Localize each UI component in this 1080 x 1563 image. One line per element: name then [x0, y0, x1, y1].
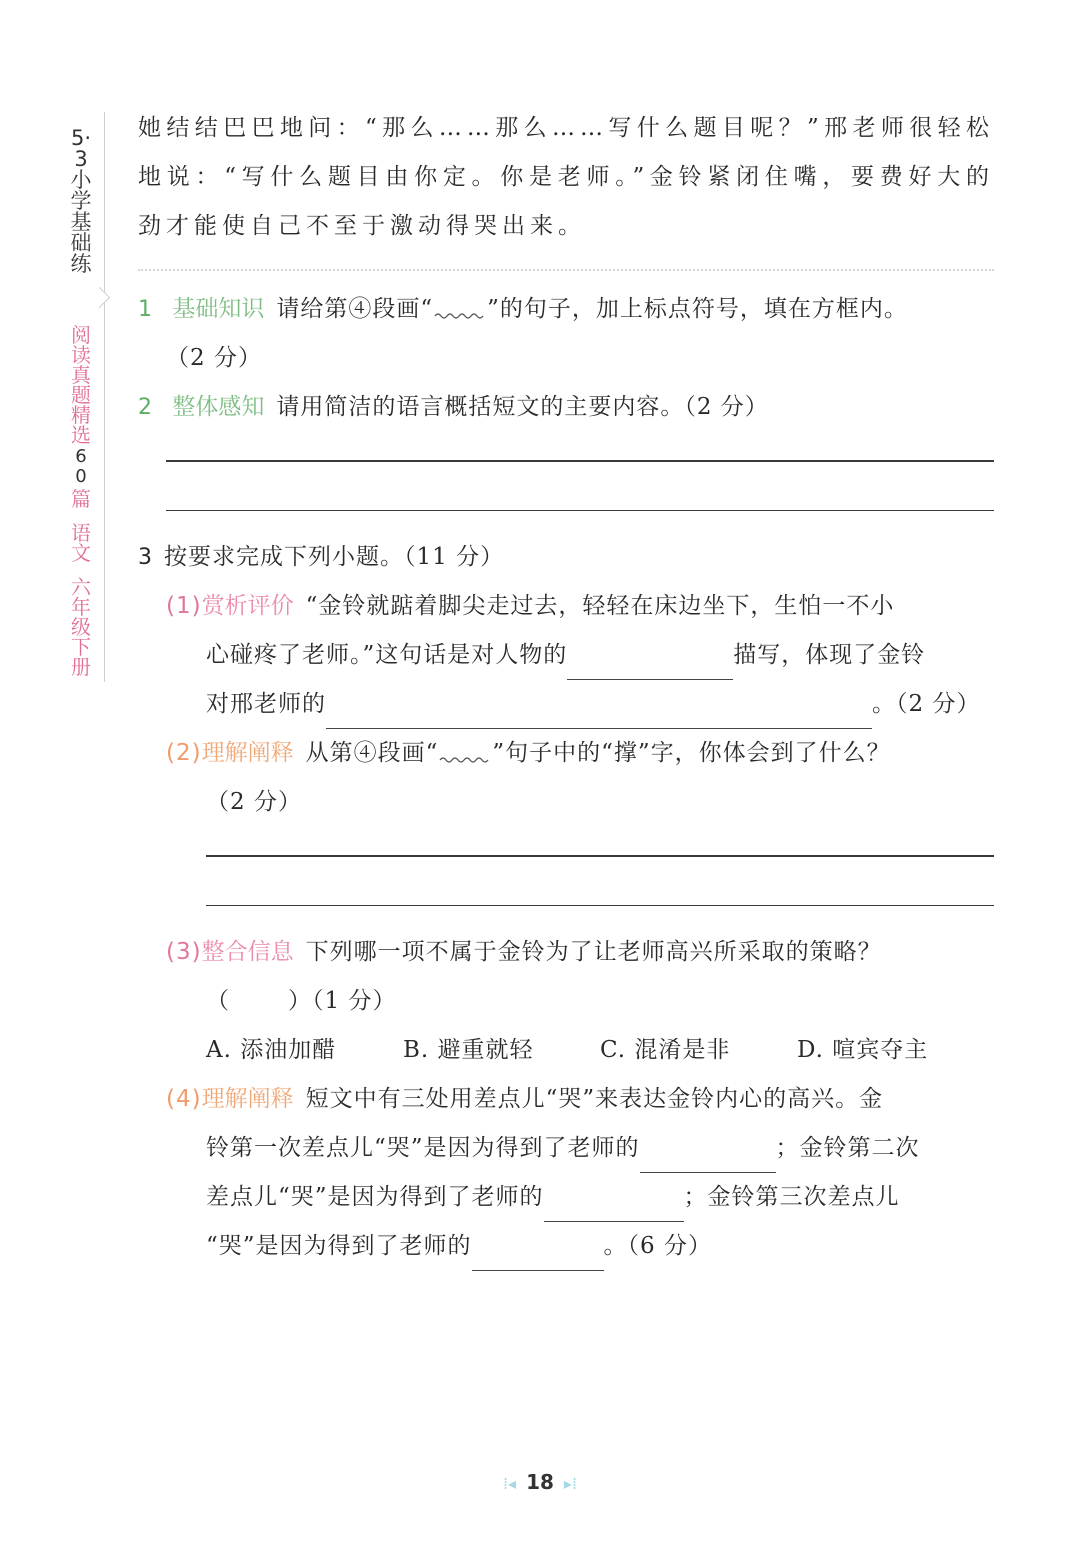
subquestion-text: ；金铃第二次	[775, 1135, 920, 1161]
right-ornament-icon: ▸⁞	[563, 1474, 578, 1493]
subquestion-text: 对邢老师的	[206, 691, 326, 717]
subquestion-text: 心碰疼了老师。”这句话是对人物的	[206, 642, 568, 668]
series-count: 60	[75, 446, 87, 487]
subquestion-text: “金铃就踮着脚尖走过去，轻轻在床边坐下，生怕一不小	[305, 593, 895, 619]
subquestion-4-line4	[138, 1222, 994, 1271]
question-text: 请用简洁的语言概括短文的主要内容。（2 分）	[276, 394, 769, 420]
question-3	[138, 533, 994, 582]
subquestion-4	[138, 1075, 994, 1124]
page-number: 18	[526, 1470, 554, 1494]
answer-paren-open: （	[206, 988, 230, 1014]
question-number: 1	[138, 297, 153, 322]
option-d[interactable]: D. 喧宾夺主	[797, 1037, 929, 1063]
question-text: ”的句子，加上标点符号，填在方框内。	[487, 296, 908, 322]
series-unit: 篇	[71, 487, 91, 511]
subquestion-text: 描写，体现了金铃	[733, 642, 926, 668]
answer-line[interactable]	[166, 510, 994, 512]
wavy-underline-icon	[438, 744, 492, 764]
subquestion-tag: 理解阐释	[201, 740, 294, 766]
page-content	[138, 104, 994, 1271]
subquestion-text: 下列哪一项不属于金铃为了让老师高兴所采取的策略？	[305, 939, 882, 965]
series-title: 阅读真题精选	[71, 323, 91, 447]
answer-line[interactable]	[206, 905, 994, 907]
sidebar-divider	[104, 112, 105, 682]
fill-blank[interactable]	[544, 1191, 684, 1222]
subquestion-text: 短文中有三处用差点儿“哭”来表达金铃内心的高兴。金	[305, 1086, 884, 1112]
fill-blank[interactable]	[567, 649, 733, 680]
fill-blank[interactable]	[472, 1240, 604, 1271]
fill-blank[interactable]	[326, 698, 872, 729]
page-footer	[0, 1470, 1080, 1494]
subquestion-tag: 赏析评价	[201, 593, 294, 619]
subject-label: 语文	[71, 521, 91, 565]
option-b[interactable]: B. 避重就轻	[403, 1037, 534, 1063]
subquestion-tag: 整合信息	[201, 939, 294, 965]
subquestion-number: (3)	[166, 939, 202, 965]
question-2	[138, 383, 994, 432]
subquestion-1	[138, 582, 994, 631]
subquestion-2	[138, 729, 994, 778]
subquestion-3-answer	[138, 977, 994, 1026]
subquestion-4-line3	[138, 1173, 994, 1222]
subquestion-number: (4)	[166, 1086, 202, 1112]
subquestion-text: ”句子中的“撑”字，你体会到了什么？	[492, 740, 891, 766]
fill-blank[interactable]	[640, 1142, 776, 1173]
subquestion-tag: 理解阐释	[201, 1086, 294, 1112]
question-tag: 整体感知	[172, 394, 265, 420]
question-text: 按要求完成下列小题。（11 分）	[164, 544, 505, 570]
subquestion-text: 。（6 分）	[603, 1233, 712, 1259]
subquestion-number: (1)	[166, 593, 202, 619]
option-a[interactable]: A. 添油加醋	[206, 1037, 337, 1063]
grade-label: 六年级下册	[71, 575, 91, 679]
wavy-underline-icon	[433, 300, 487, 320]
subquestion-text: ；金铃第三次差点儿	[683, 1184, 900, 1210]
subquestion-4-line2	[138, 1124, 994, 1173]
question-number: 3	[138, 545, 153, 570]
option-c[interactable]: C. 混淆是非	[600, 1037, 731, 1063]
section-divider	[138, 269, 994, 271]
answer-line[interactable]	[206, 855, 994, 857]
question-number: 2	[138, 395, 153, 420]
series-label	[70, 325, 92, 509]
question-1	[138, 285, 994, 334]
subquestion-1-line2	[138, 631, 994, 680]
subquestion-1-line3	[138, 680, 994, 729]
sidebar	[60, 128, 102, 677]
subquestion-text: “哭”是因为得到了老师的	[206, 1233, 472, 1259]
answer-line[interactable]	[166, 460, 994, 462]
subquestion-text: 从第④段画“	[305, 740, 439, 766]
question-tag: 基础知识	[172, 296, 265, 322]
answer-paren-close: ）（1 分）	[288, 988, 397, 1014]
question-1-points: （2 分）	[166, 345, 262, 371]
answer-area-q2[interactable]	[166, 460, 994, 511]
subquestion-text: 差点儿“哭”是因为得到了老师的	[206, 1184, 544, 1210]
question-text: 请给第④段画“	[276, 296, 434, 322]
subquestion-text: 。（2 分）	[872, 691, 981, 717]
passage-text: 她结结巴巴地问：“那么……那么……写什么题目呢？”邢老师很轻松地说：“写什么题目由你定。你是老师。”金铃紧闭住嘴，要费好大的劲才能使自己不至于激动得哭出来。	[138, 115, 994, 239]
subquestion-number: (2)	[166, 740, 202, 766]
subquestion-3	[138, 928, 994, 977]
choice-options	[138, 1026, 994, 1075]
subquestion-text: 铃第一次差点儿“哭”是因为得到了老师的	[206, 1135, 640, 1161]
brand-label: 5·3小学基础练	[70, 126, 92, 276]
subquestion-2-points: （2 分）	[206, 789, 302, 815]
left-ornament-icon: ⁞◂	[502, 1474, 517, 1493]
answer-area-q3-2[interactable]	[206, 855, 994, 906]
